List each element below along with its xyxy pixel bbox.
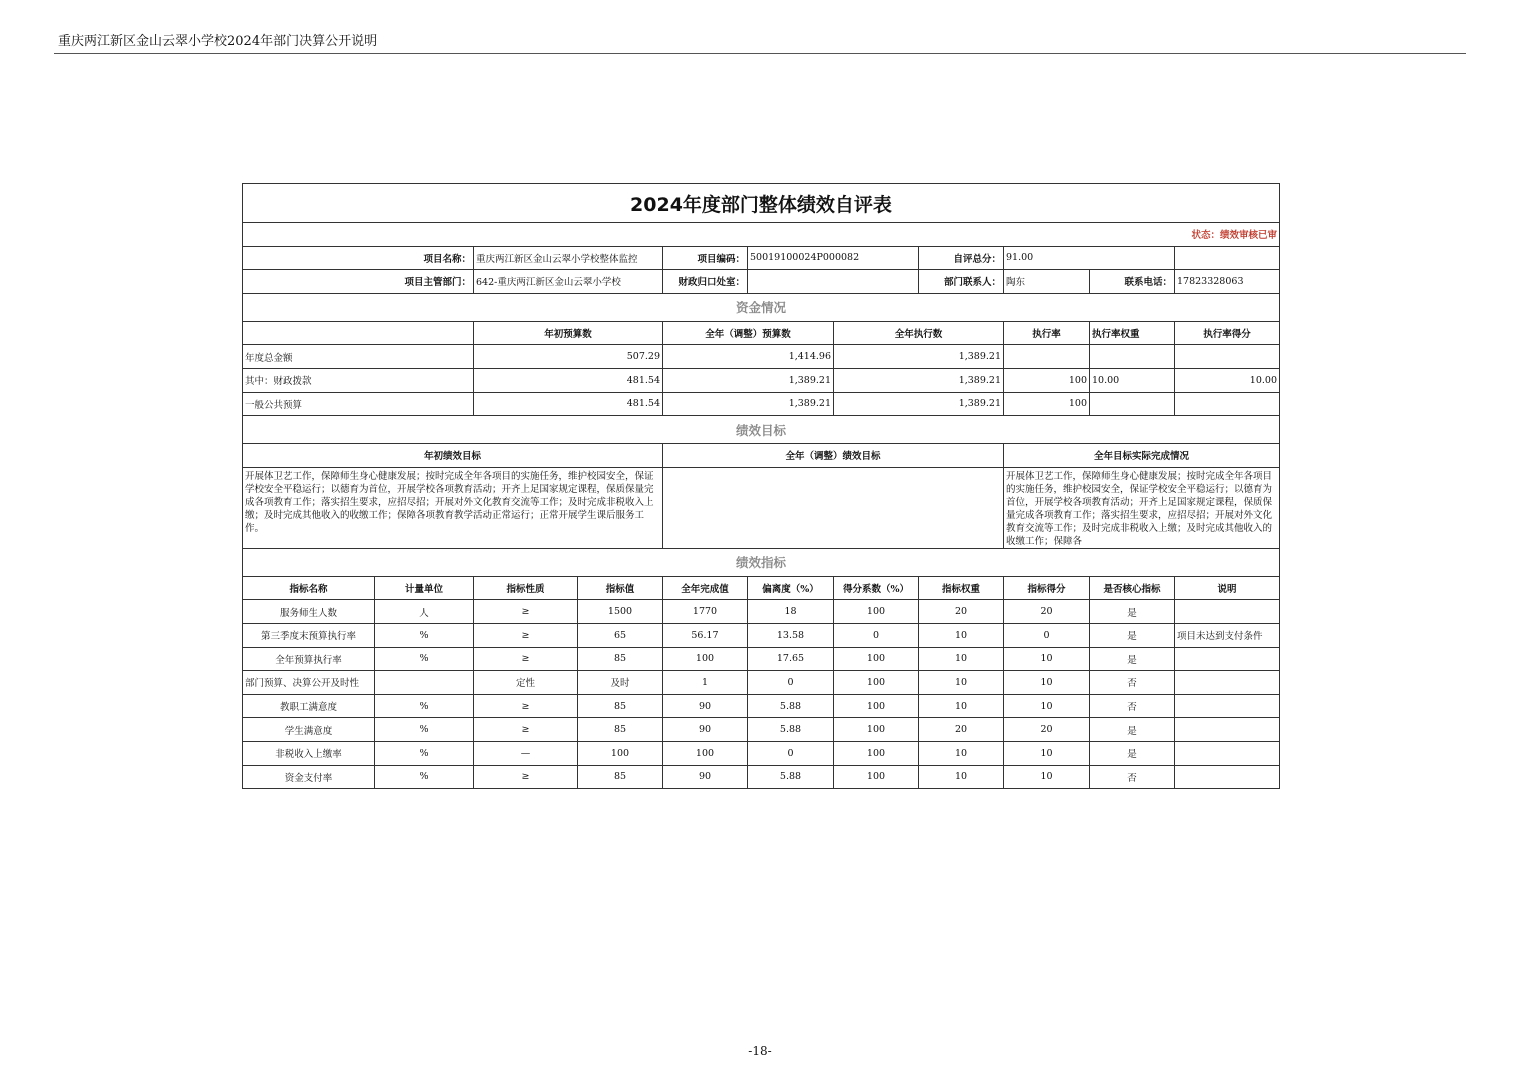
ind-score: 20 bbox=[1004, 718, 1090, 742]
ind-target: 85 bbox=[578, 647, 663, 671]
ind-nature: 定性 bbox=[474, 671, 578, 695]
phone-label: 联系电话： bbox=[1090, 270, 1175, 294]
ind-core: 是 bbox=[1090, 718, 1175, 742]
ind-weight: 10 bbox=[919, 741, 1004, 765]
goals-header-initial: 年初绩效目标 bbox=[243, 444, 663, 468]
ind-coef: 0 bbox=[834, 623, 919, 647]
info-row-1 bbox=[243, 246, 1280, 270]
goal-actual-text: 开展体卫艺工作，保障师生身心健康发展；按时完成全年各项目的实施任务，维护校园安全，保证学校安全平稳运行；以德育为首位，开展学校各项教育活动；开齐上足国家规定课程，保质保量完成各项教育工作；落实招生要求，应招尽招；开展对外文化教育交流等工作；及时完成非税收入上缴；及时完成其他收入的收缴工作；保障各 bbox=[1004, 467, 1280, 548]
funds-score bbox=[1175, 345, 1280, 369]
project-name: 重庆两江新区金山云翠小学校整体监控 bbox=[474, 246, 663, 270]
goals-header-adjusted: 全年（调整）绩效目标 bbox=[663, 444, 1004, 468]
ind-note bbox=[1175, 671, 1280, 695]
header-rule bbox=[54, 53, 1466, 54]
funds-header-blank bbox=[243, 321, 474, 345]
ind-header-actual: 全年完成值 bbox=[663, 576, 748, 600]
funds-header-adjusted: 全年（调整）预算数 bbox=[663, 321, 834, 345]
goal-adjusted-text bbox=[663, 467, 1004, 548]
ind-nature: — bbox=[474, 741, 578, 765]
ind-deviation: 0 bbox=[748, 741, 834, 765]
funds-score: 10.00 bbox=[1175, 368, 1280, 392]
ind-actual: 90 bbox=[663, 694, 748, 718]
ind-target: 85 bbox=[578, 765, 663, 789]
ind-deviation: 13.58 bbox=[748, 623, 834, 647]
project-code-label: 项目编码： bbox=[663, 246, 748, 270]
funds-executed: 1,389.21 bbox=[834, 345, 1004, 369]
ind-weight: 10 bbox=[919, 694, 1004, 718]
ind-core: 否 bbox=[1090, 671, 1175, 695]
ind-name: 全年预算执行率 bbox=[243, 647, 375, 671]
ind-name: 教职工满意度 bbox=[243, 694, 375, 718]
finance-value bbox=[748, 270, 919, 294]
ind-note bbox=[1175, 694, 1280, 718]
ind-coef: 100 bbox=[834, 647, 919, 671]
funds-initial: 481.54 bbox=[474, 392, 663, 416]
ind-header-score: 指标得分 bbox=[1004, 576, 1090, 600]
project-code: 50019100024P000082 bbox=[748, 246, 919, 270]
ind-core: 是 bbox=[1090, 647, 1175, 671]
ind-weight: 20 bbox=[919, 600, 1004, 624]
funds-weight: 10.00 bbox=[1090, 368, 1175, 392]
ind-unit bbox=[375, 671, 474, 695]
ind-nature: ≥ bbox=[474, 600, 578, 624]
ind-core: 否 bbox=[1090, 765, 1175, 789]
ind-actual: 56.17 bbox=[663, 623, 748, 647]
page-header: 重庆两江新区金山云翠小学校2024年部门决算公开说明 bbox=[58, 34, 378, 49]
ind-note bbox=[1175, 600, 1280, 624]
goals-header-actual: 全年目标实际完成情况 bbox=[1004, 444, 1280, 468]
table-row bbox=[243, 718, 1280, 742]
ind-weight: 10 bbox=[919, 623, 1004, 647]
ind-unit: 人 bbox=[375, 600, 474, 624]
project-name-label: 项目名称： bbox=[243, 246, 474, 270]
ind-target: 65 bbox=[578, 623, 663, 647]
ind-deviation: 5.88 bbox=[748, 718, 834, 742]
ind-note: 项目未达到支付条件 bbox=[1175, 623, 1280, 647]
ind-unit: % bbox=[375, 765, 474, 789]
funds-adjusted: 1,389.21 bbox=[663, 368, 834, 392]
empty-cell bbox=[1175, 246, 1280, 270]
phone-value: 17823328063 bbox=[1175, 270, 1280, 294]
funds-row bbox=[243, 345, 1280, 369]
ind-header-weight: 指标权重 bbox=[919, 576, 1004, 600]
ind-header-note: 说明 bbox=[1175, 576, 1280, 600]
ind-name: 学生满意度 bbox=[243, 718, 375, 742]
funds-adjusted: 1,389.21 bbox=[663, 392, 834, 416]
ind-deviation: 5.88 bbox=[748, 765, 834, 789]
ind-nature: ≥ bbox=[474, 765, 578, 789]
table-row bbox=[243, 671, 1280, 695]
ind-actual: 90 bbox=[663, 765, 748, 789]
ind-note bbox=[1175, 718, 1280, 742]
dept-value: 642-重庆两江新区金山云翠小学校 bbox=[474, 270, 663, 294]
ind-header-nature: 指标性质 bbox=[474, 576, 578, 600]
funds-section-title: 资金情况 bbox=[243, 293, 1280, 321]
ind-score: 10 bbox=[1004, 765, 1090, 789]
report-title: 2024年度部门整体绩效自评表 bbox=[243, 184, 1280, 223]
funds-rate bbox=[1004, 345, 1090, 369]
ind-weight: 10 bbox=[919, 647, 1004, 671]
ind-unit: % bbox=[375, 718, 474, 742]
ind-target: 及时 bbox=[578, 671, 663, 695]
self-score: 91.00 bbox=[1004, 246, 1175, 270]
ind-unit: % bbox=[375, 623, 474, 647]
goals-section-title: 绩效目标 bbox=[243, 416, 1280, 444]
funds-name: 一般公共预算 bbox=[243, 392, 474, 416]
ind-score: 10 bbox=[1004, 741, 1090, 765]
ind-name: 非税收入上缴率 bbox=[243, 741, 375, 765]
ind-deviation: 0 bbox=[748, 671, 834, 695]
funds-row bbox=[243, 392, 1280, 416]
ind-header-deviation: 偏离度（%） bbox=[748, 576, 834, 600]
ind-unit: % bbox=[375, 741, 474, 765]
funds-header-weight: 执行率权重 bbox=[1090, 321, 1175, 345]
funds-weight bbox=[1090, 345, 1175, 369]
ind-unit: % bbox=[375, 694, 474, 718]
ind-note bbox=[1175, 647, 1280, 671]
ind-header-target: 指标值 bbox=[578, 576, 663, 600]
goal-initial-text: 开展体卫艺工作，保障师生身心健康发展；按时完成全年各项目的实施任务，维护校园安全，保证学校安全平稳运行；以德育为首位，开展学校各项教育活动；开齐上足国家规定课程，保质保量完成各项教育工作；落实招生要求，应招尽招；开展对外文化教育交流等工作；及时完成非税收入上缴；及时完成其他收入的收缴工作；保障各项教育教学活动正常运行；正常开展学生课后服务工作。 bbox=[243, 467, 663, 548]
funds-header-executed: 全年执行数 bbox=[834, 321, 1004, 345]
funds-header-score: 执行率得分 bbox=[1175, 321, 1280, 345]
ind-name: 服务师生人数 bbox=[243, 600, 375, 624]
ind-coef: 100 bbox=[834, 718, 919, 742]
funds-adjusted: 1,414.96 bbox=[663, 345, 834, 369]
ind-weight: 20 bbox=[919, 718, 1004, 742]
funds-weight bbox=[1090, 392, 1175, 416]
ind-score: 0 bbox=[1004, 623, 1090, 647]
funds-score bbox=[1175, 392, 1280, 416]
ind-deviation: 17.65 bbox=[748, 647, 834, 671]
table-row bbox=[243, 623, 1280, 647]
ind-nature: ≥ bbox=[474, 718, 578, 742]
ind-unit: % bbox=[375, 647, 474, 671]
ind-header-unit: 计量单位 bbox=[375, 576, 474, 600]
indicators-section-title: 绩效指标 bbox=[243, 548, 1280, 576]
table-row bbox=[243, 765, 1280, 789]
indicators-header-row bbox=[243, 576, 1280, 600]
ind-score: 10 bbox=[1004, 694, 1090, 718]
ind-actual: 1 bbox=[663, 671, 748, 695]
page-number: -18- bbox=[748, 1044, 772, 1058]
funds-executed: 1,389.21 bbox=[834, 368, 1004, 392]
funds-initial: 481.54 bbox=[474, 368, 663, 392]
funds-name: 其中：财政拨款 bbox=[243, 368, 474, 392]
ind-coef: 100 bbox=[834, 765, 919, 789]
ind-nature: ≥ bbox=[474, 623, 578, 647]
ind-core: 是 bbox=[1090, 623, 1175, 647]
ind-nature: ≥ bbox=[474, 647, 578, 671]
goals-row bbox=[243, 467, 1280, 548]
funds-initial: 507.29 bbox=[474, 345, 663, 369]
ind-coef: 100 bbox=[834, 741, 919, 765]
funds-row bbox=[243, 368, 1280, 392]
table-row bbox=[243, 741, 1280, 765]
ind-core: 否 bbox=[1090, 694, 1175, 718]
contact-label: 部门联系人： bbox=[919, 270, 1004, 294]
funds-header-rate: 执行率 bbox=[1004, 321, 1090, 345]
ind-name: 部门预算、决算公开及时性 bbox=[243, 671, 375, 695]
funds-rate: 100 bbox=[1004, 392, 1090, 416]
ind-score: 20 bbox=[1004, 600, 1090, 624]
status-badge: 状态：绩效审核已审 bbox=[243, 223, 1280, 247]
funds-rate: 100 bbox=[1004, 368, 1090, 392]
ind-core: 是 bbox=[1090, 600, 1175, 624]
contact-value: 陶东 bbox=[1004, 270, 1090, 294]
ind-header-coef: 得分系数（%） bbox=[834, 576, 919, 600]
ind-name: 资金支付率 bbox=[243, 765, 375, 789]
table-row bbox=[243, 647, 1280, 671]
ind-deviation: 18 bbox=[748, 600, 834, 624]
ind-score: 10 bbox=[1004, 647, 1090, 671]
ind-core: 是 bbox=[1090, 741, 1175, 765]
ind-name: 第三季度末预算执行率 bbox=[243, 623, 375, 647]
ind-actual: 100 bbox=[663, 741, 748, 765]
ind-header-name: 指标名称 bbox=[243, 576, 375, 600]
ind-score: 10 bbox=[1004, 671, 1090, 695]
ind-target: 1500 bbox=[578, 600, 663, 624]
score-label: 自评总分： bbox=[919, 246, 1004, 270]
goals-header-row bbox=[243, 444, 1280, 468]
table-row bbox=[243, 600, 1280, 624]
funds-executed: 1,389.21 bbox=[834, 392, 1004, 416]
ind-target: 85 bbox=[578, 718, 663, 742]
ind-weight: 10 bbox=[919, 671, 1004, 695]
ind-actual: 100 bbox=[663, 647, 748, 671]
table-row bbox=[243, 694, 1280, 718]
funds-header-initial: 年初预算数 bbox=[474, 321, 663, 345]
ind-target: 85 bbox=[578, 694, 663, 718]
finance-label: 财政归口处室： bbox=[663, 270, 748, 294]
ind-weight: 10 bbox=[919, 765, 1004, 789]
ind-header-core: 是否核心指标 bbox=[1090, 576, 1175, 600]
ind-note bbox=[1175, 741, 1280, 765]
ind-note bbox=[1175, 765, 1280, 789]
ind-coef: 100 bbox=[834, 600, 919, 624]
performance-table bbox=[242, 183, 1280, 789]
ind-nature: ≥ bbox=[474, 694, 578, 718]
ind-coef: 100 bbox=[834, 694, 919, 718]
ind-actual: 1770 bbox=[663, 600, 748, 624]
ind-deviation: 5.88 bbox=[748, 694, 834, 718]
ind-coef: 100 bbox=[834, 671, 919, 695]
ind-target: 100 bbox=[578, 741, 663, 765]
dept-label: 项目主管部门： bbox=[243, 270, 474, 294]
info-row-2 bbox=[243, 270, 1280, 294]
funds-header-row bbox=[243, 321, 1280, 345]
funds-name: 年度总金额 bbox=[243, 345, 474, 369]
ind-actual: 90 bbox=[663, 718, 748, 742]
